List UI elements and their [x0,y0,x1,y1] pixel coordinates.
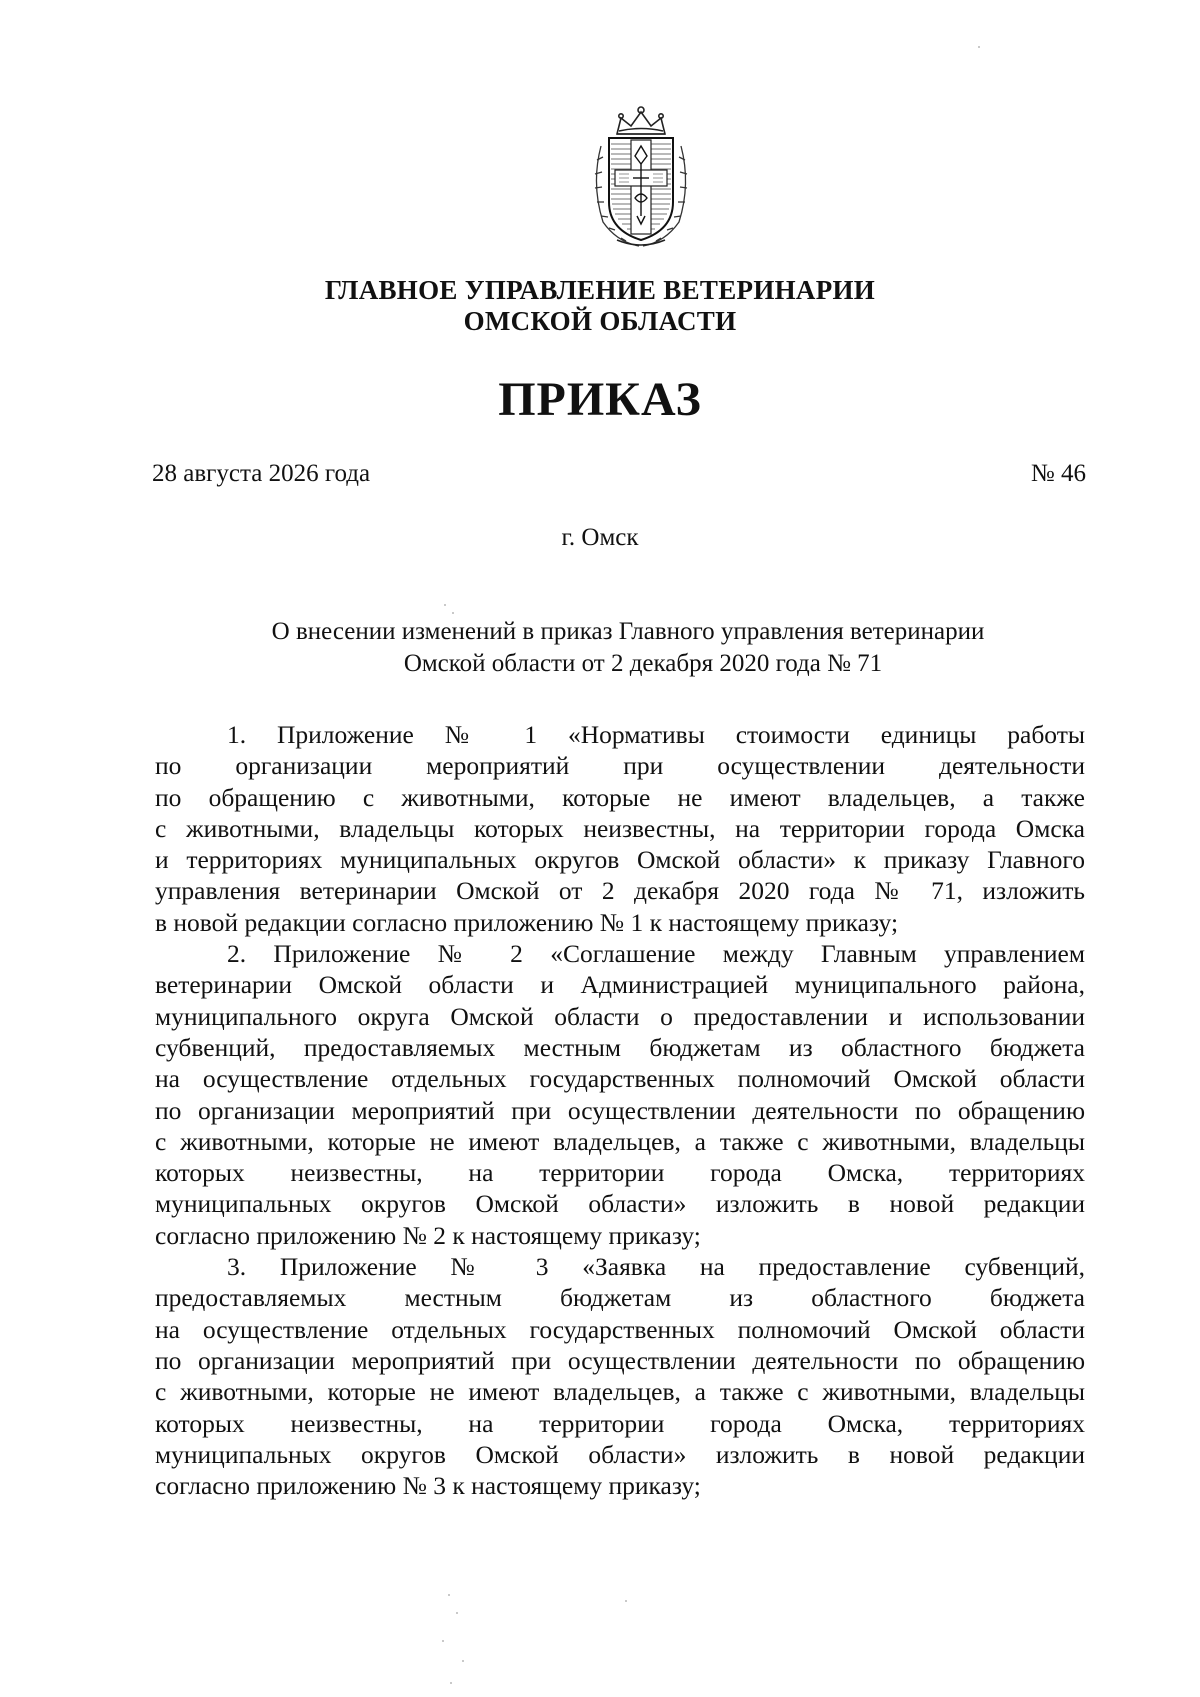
document-type-title: ПРИКАЗ [498,373,702,426]
body-line: согласно приложению № 3 к настоящему приказу; [155,1471,701,1501]
body-paragraph-1 [155,719,1085,938]
subject-line: Омской области от 2 декабря 2020 года № 71 [403,650,883,677]
document-body [155,719,1085,1501]
body-line: муниципального округа Омской области о предоставлении и использовании [155,1001,1085,1031]
body-line: согласно приложению № 2 к настоящему приказу; [155,1220,701,1250]
body-line: с животными, которые не имеют владельцев, а также с животными, владельцы [155,1377,1085,1407]
body-line: предоставляемых местным бюджетам из областного бюджета [155,1283,1085,1313]
document-subject [0,616,1200,680]
body-line: с животными, которые не имеют владельцев, а также с животными, владельцы [155,1126,1085,1156]
document-number: № 46 [1030,460,1086,487]
body-line: по организации мероприятий при осуществлении деятельности по обращению [155,1345,1085,1375]
body-line: которых неизвестны, на территории города Омска, территориях [155,1158,1085,1188]
body-paragraph-3 [155,1251,1085,1501]
coat-of-arms-emblem [583,104,699,250]
body-line: муниципальных округов Омской области» изложить в новой редакции [155,1189,1085,1219]
body-paragraph-2 [155,938,1085,1251]
body-line: управления ветеринарии Омской от 2 декабря 2020 года № 71, изложить [155,876,1085,906]
body-line: 1. Приложение № 1 «Нормативы стоимости единицы работы [227,720,1085,749]
body-line: по обращению с животными, которые не имеют владельцев, а также [155,782,1085,812]
body-line: 3. Приложение № 3 «Заявка на предоставление субвенций, [227,1252,1085,1282]
body-line: с животными, владельцы которых неизвестны, на территории города Омска [155,813,1085,843]
omsk-region-coat-of-arms-icon [583,104,699,250]
body-line: на осуществление отдельных государственных полномочий Омской области [155,1314,1085,1344]
body-line: на осуществление отдельных государственных полномочий Омской области [155,1064,1085,1094]
body-line: в новой редакции согласно приложению № 1 к настоящему приказу; [155,907,899,937]
body-line: муниципальных округов Омской области» изложить в новой редакции [155,1439,1085,1469]
organization-name-line-1: ГЛАВНОЕ УПРАВЛЕНИЕ ВЕТЕРИНАРИИ [324,275,876,305]
body-line: по организации мероприятий при осуществлении деятельности по обращению [155,1095,1085,1125]
body-line: по организации мероприятий при осуществлении деятельности [155,751,1085,781]
document-city: г. Омск [561,524,639,551]
body-line: и территориях муниципальных округов Омской области» к приказу Главного [155,845,1085,875]
body-line: 2. Приложение № 2 «Соглашение между Главным управлением [227,939,1085,969]
body-line: субвенций, предоставляемых местным бюджетам из областного бюджета [155,1032,1085,1062]
body-line: которых неизвестны, на территории города Омска, территориях [155,1408,1085,1438]
document-date: 28 августа 2026 года [152,460,371,487]
body-line: ветеринарии Омской области и Администрацией муниципального района, [155,970,1085,1000]
organization-name-line-2: ОМСКОЙ ОБЛАСТИ [463,306,737,336]
subject-line: О внесении изменений в приказ Главного управления ветеринарии [271,618,985,645]
